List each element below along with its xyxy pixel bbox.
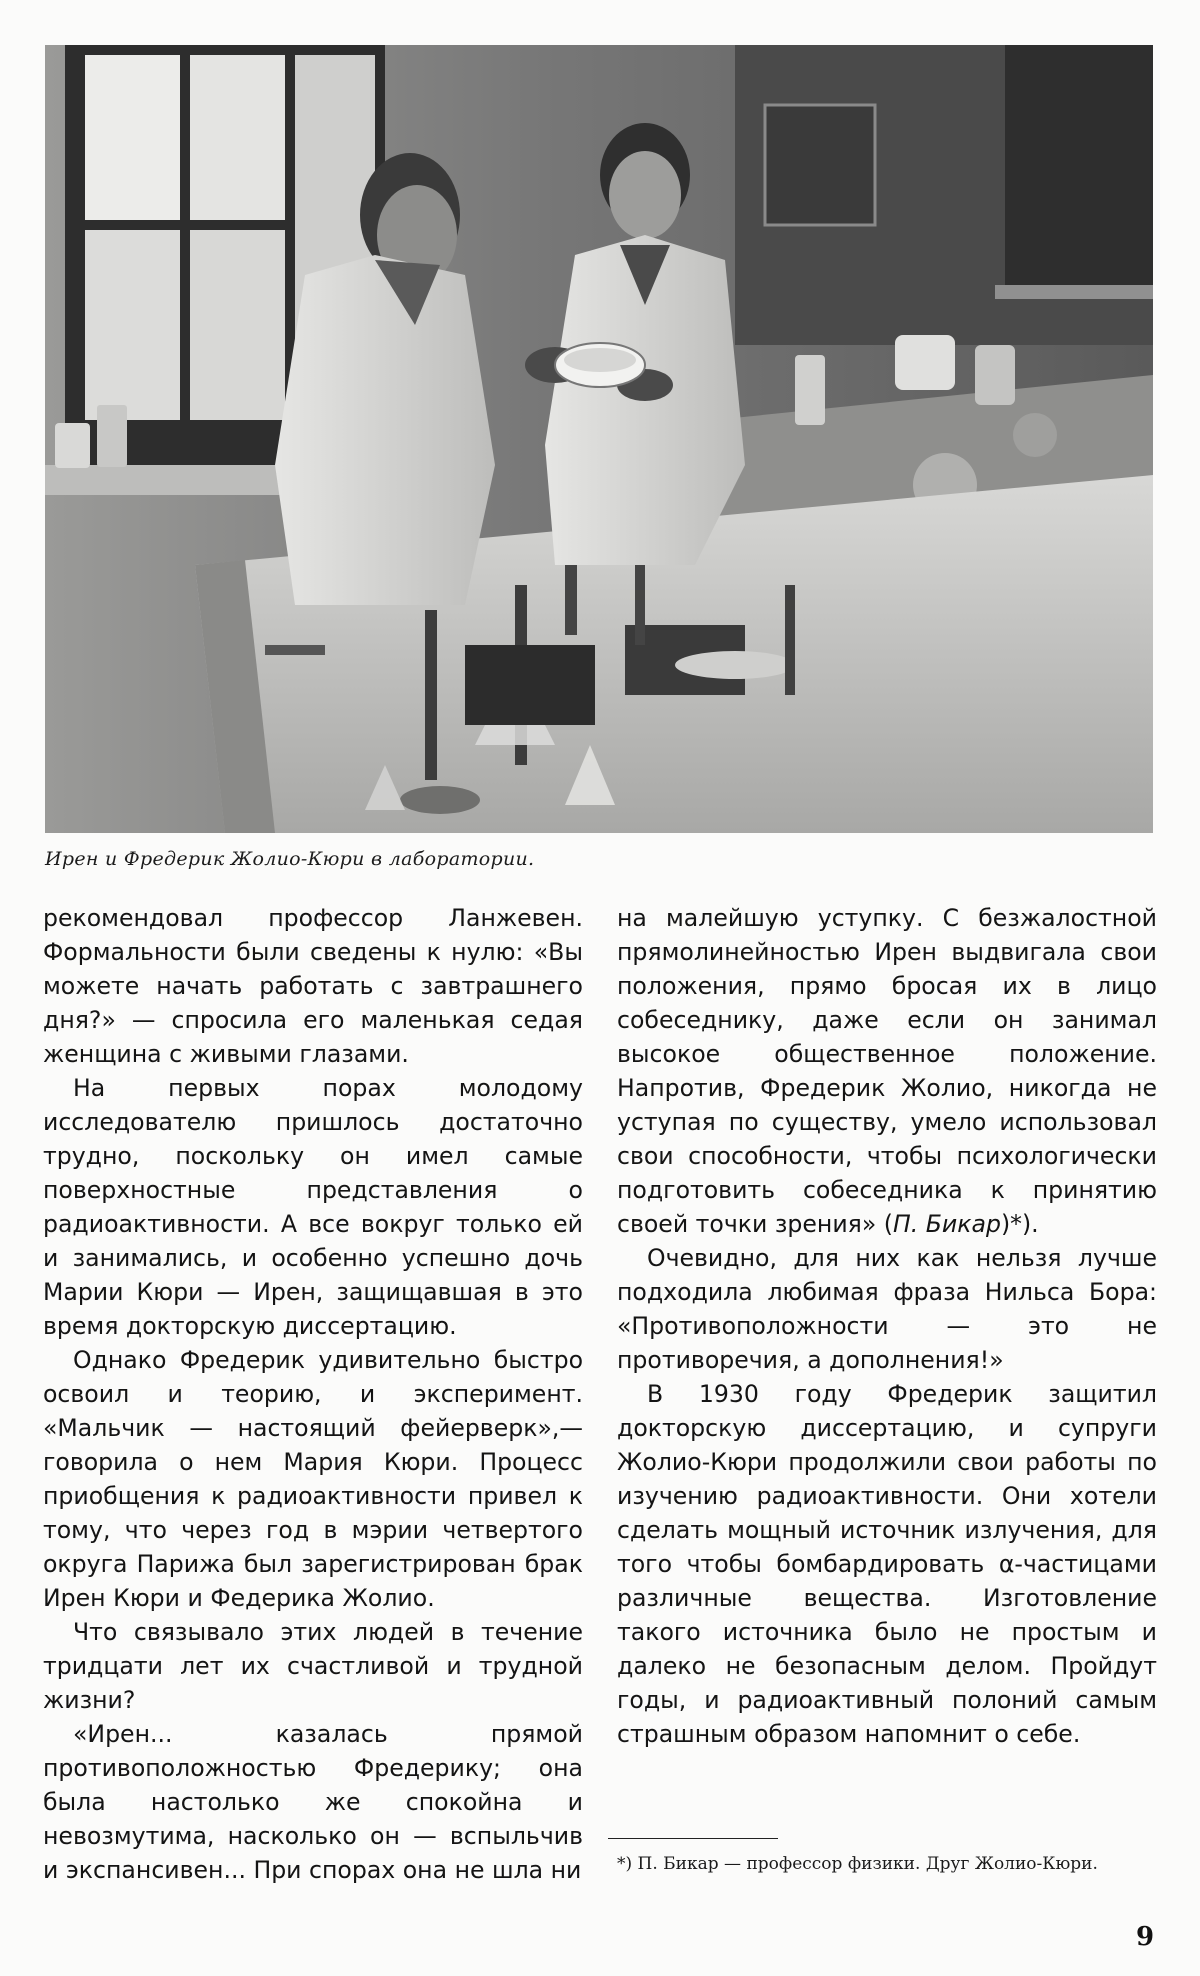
left-paragraph-1: рекомендовал профессор Ланжевен. Формальности были сведены к нулю: «Вы можете начать работать с завтрашнего дня?» — спросила его маленькая седая женщина с живыми глазами. [43,904,583,1068]
right-paragraph-1 [617,901,1157,1241]
right-paragraph-3: В 1930 году Фредерик защитил докторскую диссертацию, и супруги Жолио-Кюри продолжили свои работы по изучению радиоактивности. Они хотели сделать мощный источник излучения, для того чтобы бомбардировать α-частицами различные вещества. Изготовление такого источника было не простым и далеко не безопасным делом. Пройдут годы, и радиоактивный полоний самым страшным образом напомнит о себе. [617,1380,1157,1748]
citation-end: )*). [1000,1210,1039,1238]
footnote: *) П. Бикар — профессор физики. Друг Жолио-Кюри. [617,1854,1098,1874]
left-paragraph-3: Однако Фредерик удивительно быстро освоил и теорию, и эксперимент. «Мальчик — настоящий фейерверк»,— говорила о нем Мария Кюри. Процесс приобщения к радиоактивности привел к тому, что через год в мэрии четвертого округа Парижа был зарегистрирован брак Ирен Кюри и Федерика Жолио. [43,1346,583,1612]
quote-text: на малейшую уступку. С безжалостной прямолинейностью Ирен выдвигала свои положения, прямо бросая их в лицо собеседнику, даже если он занимал высокое общественное положение. Напротив, Фредерик Жолио, никогда не уступая по существу, умело использовал свои способности, чтобы психологически подготовить собеседника к принятию своей точки зрения» ( [617,904,1157,1238]
page-number: 9 [1136,1922,1155,1952]
citation-author: П. Бикар [893,1210,1001,1238]
right-paragraph-2: Очевидно, для них как нельзя лучше подходила любимая фраза Нильса Бора: «Противоположности — это не противоречия, а дополнения!» [617,1244,1157,1374]
photo-illustration [45,45,1153,833]
left-paragraph-4: Что связывало этих людей в течение тридцати лет их счастливой и трудной жизни? [43,1618,583,1714]
footnote-divider [608,1838,778,1839]
photo-caption: Ирен и Фредерик Жолио-Кюри в лаборатории. [45,848,535,870]
left-paragraph-5: «Ирен... казалась прямой противоположностью Фредерику; она была настолько же спокойна и невозмутима, насколько он — вспыльчив и экспансивен... При спорах она не шла ни [43,1720,583,1884]
left-text-column [43,901,583,1887]
laboratory-photo [45,45,1153,833]
left-paragraph-2: На первых порах молодому исследователю пришлось достаточно трудно, поскольку он имел самые поверхностные представления о радиоактивности. А все вокруг только ей и занимались, и особенно успешно дочь Марии Кюри — Ирен, защищавшая в это время докторскую диссертацию. [43,1074,583,1340]
right-text-column [617,901,1157,1751]
